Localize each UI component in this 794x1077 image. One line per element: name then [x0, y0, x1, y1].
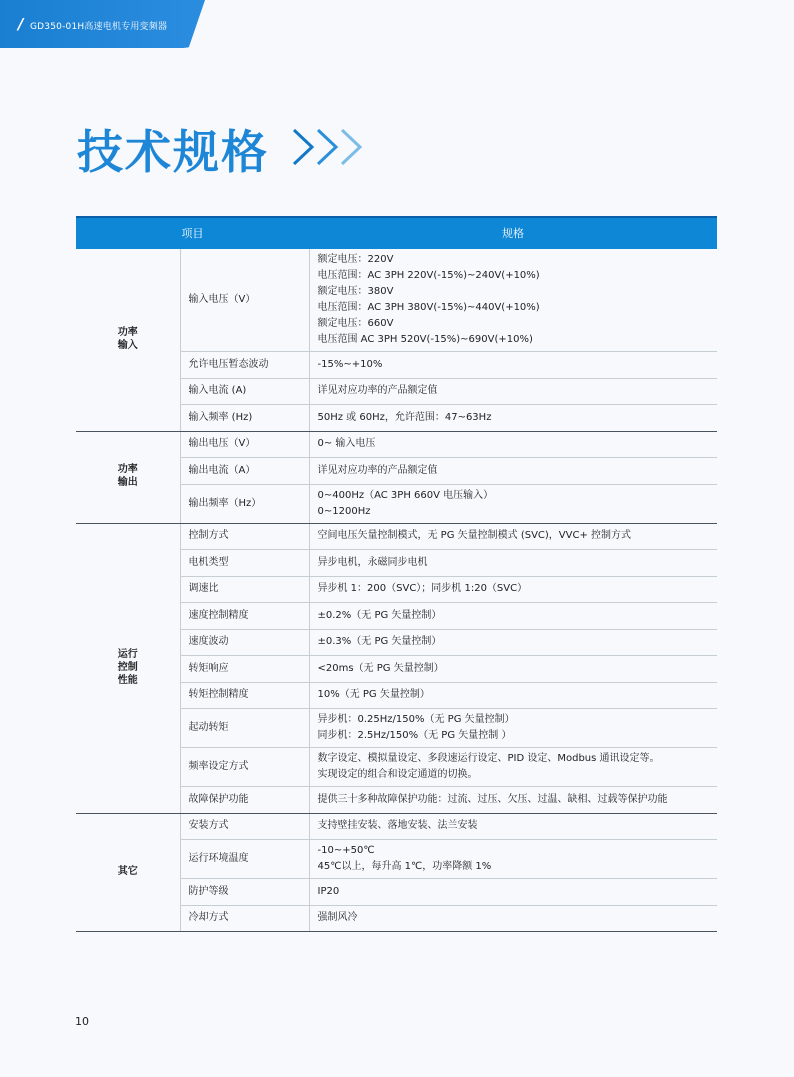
item-cell: 输入电压（V）	[180, 249, 309, 352]
item-cell: 转矩控制精度	[180, 682, 309, 709]
spec-line: 详见对应功率的产品额定值	[317, 464, 438, 476]
spec-line: 电压范围：AC 3PH 380V(-15%)~440V(+10%)	[317, 302, 540, 313]
spec-cell	[309, 656, 717, 683]
spec-line: -15%~+10%	[317, 358, 383, 370]
item-cell: 输出频率（Hz）	[180, 484, 309, 523]
spec-cell	[309, 458, 717, 485]
spec-line: 10%（无 PG 矢量控制）	[317, 689, 430, 701]
spec-line: <20ms（无 PG 矢量控制）	[317, 662, 444, 674]
spec-cell	[309, 550, 717, 577]
group-label	[76, 523, 180, 813]
spec-cell	[309, 840, 717, 879]
item-cell: 电机类型	[180, 550, 309, 577]
header-item: 项目	[76, 217, 309, 249]
spec-cell	[309, 431, 717, 458]
group-label-text: 功率输出	[117, 464, 138, 488]
header-product-name: GD350-01H高速电机专用变频器	[30, 22, 168, 32]
item-cell: 调速比	[180, 576, 309, 603]
spec-cell	[309, 603, 717, 630]
header-slash: /	[18, 15, 24, 33]
item-cell: 控制方式	[180, 523, 309, 550]
spec-line: ±0.3%（无 PG 矢量控制）	[317, 636, 442, 648]
table-row	[76, 431, 717, 458]
spec-cell	[309, 249, 717, 352]
group-label	[76, 431, 180, 523]
spec-line: 额定电压：660V	[317, 318, 394, 329]
group-label-text: 运行控制性能	[117, 648, 138, 686]
spec-line: 空间电压矢量控制模式，无 PG 矢量控制模式 (SVC)，VVC+ 控制方式	[317, 530, 632, 542]
item-cell: 输出电压（V）	[180, 431, 309, 458]
item-cell: 防护等级	[180, 879, 309, 906]
spec-line: 50Hz 或 60Hz，允许范围：47~63Hz	[317, 411, 492, 423]
spec-line: ±0.2%（无 PG 矢量控制）	[317, 609, 442, 621]
spec-cell	[309, 629, 717, 656]
spec-cell	[309, 748, 717, 787]
spec-line: 详见对应功率的产品额定值	[317, 385, 438, 397]
item-cell: 安装方式	[180, 813, 309, 840]
spec-line: 强制风冷	[317, 912, 358, 924]
spec-line: 45℃以上，每升高 1℃，功率降额 1%	[317, 861, 492, 872]
spec-line: 0~1200Hz	[317, 505, 371, 517]
spec-line: 额定电压：220V	[317, 254, 394, 265]
spec-line: 0~ 输入电压	[317, 438, 376, 450]
spec-line: -10~+50℃	[317, 845, 375, 856]
spec-line: 异步机 1：200（SVC）；同步机 1:20（SVC）	[317, 583, 528, 595]
group-label-text: 其它	[117, 866, 138, 878]
item-cell: 转矩响应	[180, 656, 309, 683]
spec-cell	[309, 378, 717, 405]
table-row	[76, 249, 717, 352]
group-label	[76, 249, 180, 431]
item-cell: 运行环境温度	[180, 840, 309, 879]
spec-line: 数字设定、模拟量设定、多段速运行设定、PID 设定、Modbus 通讯设定等。	[317, 753, 660, 764]
spec-line: 支持壁挂安装、落地安装、法兰安装	[317, 820, 478, 832]
spec-cell	[309, 484, 717, 523]
spec-line: 实现设定的组合和设定通道的切换。	[317, 769, 478, 780]
chevron-right-icon	[290, 126, 370, 168]
spec-table	[76, 216, 717, 932]
item-cell: 频率设定方式	[180, 748, 309, 787]
item-cell: 输出电流（A）	[180, 458, 309, 485]
item-cell: 故障保护功能	[180, 787, 309, 814]
item-cell: 速度控制精度	[180, 603, 309, 630]
spec-line: 额定电压：380V	[317, 286, 394, 297]
spec-line: 异步电机，永磁同步电机	[317, 556, 428, 568]
spec-cell	[309, 787, 717, 814]
group-label	[76, 813, 180, 932]
table-row	[76, 523, 717, 550]
spec-line: IP20	[317, 885, 340, 897]
spec-cell	[309, 879, 717, 906]
spec-cell	[309, 709, 717, 748]
spec-cell	[309, 813, 717, 840]
item-cell: 冷却方式	[180, 905, 309, 932]
spec-cell	[309, 905, 717, 932]
item-cell: 速度波动	[180, 629, 309, 656]
spec-cell	[309, 405, 717, 432]
header-spec: 规格	[309, 217, 717, 249]
item-cell: 输入电流 (A)	[180, 378, 309, 405]
spec-cell	[309, 576, 717, 603]
spec-line: 异步机：0.25Hz/150%（无 PG 矢量控制）	[317, 714, 515, 725]
spec-cell	[309, 523, 717, 550]
spec-line: 0~400Hz（AC 3PH 660V 电压输入）	[317, 489, 494, 501]
page-title: 技术规格	[77, 125, 269, 179]
item-cell: 起动转矩	[180, 709, 309, 748]
group-label-text: 功率输入	[117, 326, 138, 351]
item-cell: 允许电压暂态波动	[180, 352, 309, 379]
table-row	[76, 813, 717, 840]
spec-line: 电压范围：AC 3PH 220V(-15%)~240V(+10%)	[317, 270, 540, 281]
item-cell: 输入频率 (Hz)	[180, 405, 309, 432]
spec-line: 电压范围 AC 3PH 520V(-15%)~690V(+10%)	[317, 334, 533, 345]
page-number: 10	[75, 1015, 89, 1028]
spec-line: 提供三十多种故障保护功能：过流、过压、欠压、过温、缺相、过载等保护功能	[317, 793, 668, 805]
spec-cell	[309, 352, 717, 379]
spec-cell	[309, 682, 717, 709]
spec-line: 同步机：2.5Hz/150%（无 PG 矢量控制 ）	[317, 730, 512, 741]
